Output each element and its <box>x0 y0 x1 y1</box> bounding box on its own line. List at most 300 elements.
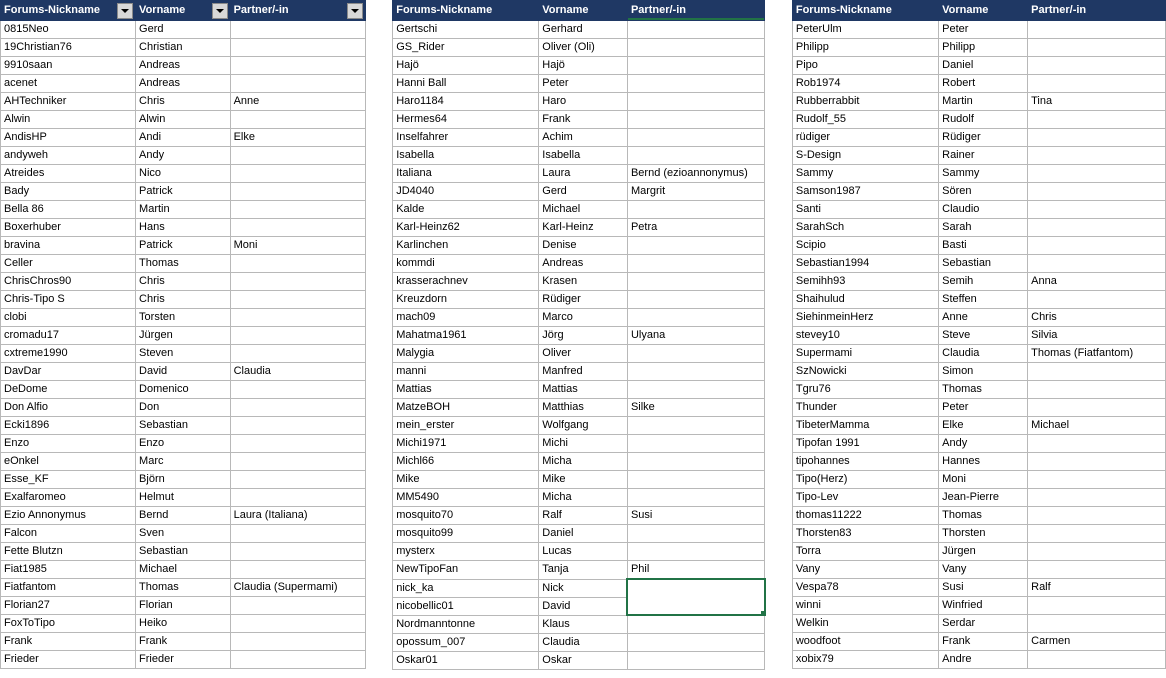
table-row[interactable] <box>1 201 366 219</box>
table-row[interactable] <box>1 435 366 453</box>
table-cell[interactable] <box>1028 381 1166 399</box>
table-cell[interactable] <box>1028 471 1166 489</box>
table-cell[interactable]: Simon <box>939 363 1028 381</box>
table-row[interactable] <box>1 111 366 129</box>
table-cell[interactable]: Robert <box>939 75 1028 93</box>
table-cell[interactable] <box>1028 507 1166 525</box>
table-cell[interactable]: Torsten <box>136 309 231 327</box>
table-cell[interactable]: Ralf <box>1028 579 1166 597</box>
table-cell[interactable]: rüdiger <box>792 129 938 147</box>
table-cell[interactable]: Claudia <box>539 633 628 651</box>
table-row[interactable] <box>393 615 765 633</box>
table-cell[interactable] <box>1028 75 1166 93</box>
table-cell[interactable] <box>1028 129 1166 147</box>
table-cell[interactable]: Boxerhuber <box>1 219 136 237</box>
table-row[interactable] <box>393 75 765 93</box>
table-cell[interactable]: Patrick <box>136 183 231 201</box>
table-row[interactable] <box>1 219 366 237</box>
table-cell[interactable]: Chris-Tipo S <box>1 291 136 309</box>
table-cell[interactable]: Jürgen <box>136 327 231 345</box>
table-row[interactable] <box>792 165 1165 183</box>
table-cell[interactable]: Manfred <box>539 363 628 381</box>
table-cell[interactable]: Oskar <box>539 651 628 669</box>
table-cell[interactable] <box>1028 489 1166 507</box>
table-cell[interactable]: Rüdiger <box>539 291 628 309</box>
table-cell[interactable]: PeterUlm <box>792 21 938 39</box>
table-row[interactable] <box>393 165 765 183</box>
table-row[interactable] <box>1 651 366 669</box>
table-cell[interactable] <box>230 201 366 219</box>
table-cell[interactable] <box>1028 543 1166 561</box>
table-cell[interactable]: Tina <box>1028 93 1166 111</box>
table-cell[interactable] <box>230 327 366 345</box>
table-cell[interactable]: Klaus <box>539 615 628 633</box>
table-cell[interactable]: Peter <box>939 399 1028 417</box>
table-row[interactable] <box>1 183 366 201</box>
table-cell[interactable]: GS_Rider <box>393 39 539 57</box>
table-cell[interactable]: Bernd (ezioannonymus) <box>627 165 764 183</box>
table-cell[interactable]: Semihh93 <box>792 273 938 291</box>
column-header-vorname[interactable] <box>136 1 231 21</box>
table-cell[interactable]: Nico <box>136 165 231 183</box>
table-row[interactable] <box>393 543 765 561</box>
table-row[interactable] <box>1 615 366 633</box>
table-cell[interactable]: Achim <box>539 129 628 147</box>
table-cell[interactable]: Sebastian <box>136 543 231 561</box>
column-header-partner[interactable] <box>1028 1 1166 21</box>
table-row[interactable] <box>393 39 765 57</box>
table-row[interactable] <box>393 435 765 453</box>
table-cell[interactable] <box>1028 201 1166 219</box>
table-cell[interactable]: Hajö <box>539 57 628 75</box>
table-cell[interactable]: Ezio Annonymus <box>1 507 136 525</box>
table-cell[interactable]: Thomas <box>939 381 1028 399</box>
table-cell[interactable] <box>230 489 366 507</box>
table-cell[interactable]: Steven <box>136 345 231 363</box>
table-cell[interactable]: mosquito70 <box>393 507 539 525</box>
table-cell[interactable]: Basti <box>939 237 1028 255</box>
table-cell[interactable]: Enzo <box>136 435 231 453</box>
table-cell[interactable]: Daniel <box>539 525 628 543</box>
table-cell[interactable] <box>627 651 764 669</box>
table-cell[interactable]: bravina <box>1 237 136 255</box>
table-cell[interactable] <box>230 399 366 417</box>
table-cell[interactable] <box>627 471 764 489</box>
table-cell[interactable]: nicobellic01 <box>393 597 539 615</box>
table-cell[interactable]: Michael <box>136 561 231 579</box>
table-cell[interactable]: Anne <box>939 309 1028 327</box>
table-row[interactable] <box>393 309 765 327</box>
table-cell[interactable]: Tipofan 1991 <box>792 435 938 453</box>
table-cell[interactable]: Alwin <box>136 111 231 129</box>
table-cell[interactable]: Andreas <box>539 255 628 273</box>
table-cell[interactable]: Hannes <box>939 453 1028 471</box>
table-cell[interactable] <box>230 651 366 669</box>
table-cell[interactable]: Hanni Ball <box>393 75 539 93</box>
table-row[interactable] <box>792 597 1165 615</box>
table-row[interactable] <box>1 39 366 57</box>
table-cell[interactable] <box>627 345 764 363</box>
table-cell[interactable] <box>627 579 764 597</box>
table-cell[interactable] <box>627 435 764 453</box>
table-row[interactable] <box>792 255 1165 273</box>
table-cell[interactable]: Gerd <box>539 183 628 201</box>
table-cell[interactable] <box>1028 219 1166 237</box>
table-cell[interactable]: Don Alfio <box>1 399 136 417</box>
table-row[interactable] <box>792 615 1165 633</box>
table-row[interactable] <box>393 597 765 615</box>
table-cell[interactable] <box>230 147 366 165</box>
table-cell[interactable]: andyweh <box>1 147 136 165</box>
table-cell[interactable] <box>627 147 764 165</box>
table-cell[interactable]: SarahSch <box>792 219 938 237</box>
table-cell[interactable] <box>1028 597 1166 615</box>
table-row[interactable] <box>1 165 366 183</box>
table-cell[interactable]: nick_ka <box>393 579 539 597</box>
table-cell[interactable]: Andi <box>136 129 231 147</box>
table-cell[interactable]: Elke <box>230 129 366 147</box>
table-cell[interactable]: Ulyana <box>627 327 764 345</box>
table-row[interactable] <box>792 327 1165 345</box>
table-cell[interactable] <box>627 93 764 111</box>
table-cell[interactable]: Krasen <box>539 273 628 291</box>
table-row[interactable] <box>792 129 1165 147</box>
table-cell[interactable] <box>1028 651 1166 669</box>
table-cell[interactable] <box>230 291 366 309</box>
table-row[interactable] <box>1 255 366 273</box>
table-row[interactable] <box>1 309 366 327</box>
table-cell[interactable]: acenet <box>1 75 136 93</box>
table-row[interactable] <box>393 327 765 345</box>
table-cell[interactable]: Elke <box>939 417 1028 435</box>
table-cell[interactable] <box>627 633 764 651</box>
table-row[interactable] <box>792 93 1165 111</box>
table-cell[interactable]: 19Christian76 <box>1 39 136 57</box>
table-cell[interactable]: Claudia <box>230 363 366 381</box>
table-row[interactable] <box>393 291 765 309</box>
table-cell[interactable]: Sammy <box>939 165 1028 183</box>
table-cell[interactable]: Ralf <box>539 507 628 525</box>
table-cell[interactable]: Rubberrabbit <box>792 93 938 111</box>
table-row[interactable] <box>792 543 1165 561</box>
table-row[interactable] <box>393 273 765 291</box>
table-cell[interactable]: Patrick <box>136 237 231 255</box>
table-cell[interactable]: Susi <box>627 507 764 525</box>
table-cell[interactable]: Frank <box>939 633 1028 651</box>
table-row[interactable] <box>1 399 366 417</box>
table-cell[interactable]: Andre <box>939 651 1028 669</box>
table-cell[interactable] <box>627 75 764 93</box>
table-row[interactable] <box>792 363 1165 381</box>
table-row[interactable] <box>1 57 366 75</box>
table-cell[interactable]: Phil <box>627 561 764 580</box>
table-row[interactable] <box>792 75 1165 93</box>
table-cell[interactable] <box>627 237 764 255</box>
table-cell[interactable]: Carmen <box>1028 633 1166 651</box>
table-cell[interactable]: Samson1987 <box>792 183 938 201</box>
table-cell[interactable]: Denise <box>539 237 628 255</box>
table-cell[interactable] <box>1028 21 1166 39</box>
table-row[interactable] <box>393 129 765 147</box>
table-cell[interactable]: thomas11222 <box>792 507 938 525</box>
table-cell[interactable]: Petra <box>627 219 764 237</box>
table-cell[interactable]: clobi <box>1 309 136 327</box>
table-cell[interactable]: Claudia <box>939 345 1028 363</box>
table-cell[interactable] <box>1028 615 1166 633</box>
table-row[interactable] <box>792 399 1165 417</box>
table-row[interactable] <box>792 219 1165 237</box>
table-row[interactable] <box>1 561 366 579</box>
table-cell[interactable]: SzNowicki <box>792 363 938 381</box>
table-row[interactable] <box>1 93 366 111</box>
table-cell[interactable]: Falcon <box>1 525 136 543</box>
table-cell[interactable]: SiehinmeinHerz <box>792 309 938 327</box>
table-row[interactable] <box>393 525 765 543</box>
table-row[interactable] <box>393 579 765 597</box>
table-row[interactable] <box>393 471 765 489</box>
table-cell[interactable]: Chris <box>136 291 231 309</box>
table-cell[interactable]: Martin <box>939 93 1028 111</box>
table-cell[interactable]: Serdar <box>939 615 1028 633</box>
table-cell[interactable]: DavDar <box>1 363 136 381</box>
table-row[interactable] <box>1 147 366 165</box>
table-cell[interactable]: Oliver (Oli) <box>539 39 628 57</box>
column-header-forums-nickname[interactable] <box>792 1 938 21</box>
table-row[interactable] <box>393 633 765 651</box>
table-row[interactable] <box>1 525 366 543</box>
table-cell[interactable]: Isabella <box>393 147 539 165</box>
table-row[interactable] <box>1 489 366 507</box>
table-cell[interactable]: MatzeBOH <box>393 399 539 417</box>
table-cell[interactable] <box>627 273 764 291</box>
table-cell[interactable] <box>627 417 764 435</box>
table-cell[interactable]: Micha <box>539 453 628 471</box>
column-header-partner[interactable] <box>230 1 366 21</box>
table-cell[interactable]: Silvia <box>1028 327 1166 345</box>
table-cell[interactable] <box>627 489 764 507</box>
table-cell[interactable]: Sören <box>939 183 1028 201</box>
table-cell[interactable]: Michi <box>539 435 628 453</box>
table-cell[interactable]: Anne <box>230 93 366 111</box>
table-cell[interactable] <box>627 21 764 39</box>
table-cell[interactable]: Susi <box>939 579 1028 597</box>
table-cell[interactable]: mein_erster <box>393 417 539 435</box>
table-cell[interactable]: Gertschi <box>393 21 539 39</box>
table-cell[interactable]: Bernd <box>136 507 231 525</box>
table-row[interactable] <box>393 381 765 399</box>
table-row[interactable] <box>792 507 1165 525</box>
table-cell[interactable]: Thorsten83 <box>792 525 938 543</box>
table-cell[interactable]: Frank <box>136 633 231 651</box>
table-row[interactable] <box>1 471 366 489</box>
table-cell[interactable]: Thorsten <box>939 525 1028 543</box>
table-cell[interactable]: Michi1971 <box>393 435 539 453</box>
table-cell[interactable] <box>230 39 366 57</box>
table-row[interactable] <box>792 633 1165 651</box>
table-cell[interactable] <box>230 543 366 561</box>
table-cell[interactable]: Claudia (Supermami) <box>230 579 366 597</box>
table-row[interactable] <box>792 417 1165 435</box>
table-cell[interactable]: Sammy <box>792 165 938 183</box>
table-cell[interactable]: Winfried <box>939 597 1028 615</box>
table-row[interactable] <box>1 273 366 291</box>
table-row[interactable] <box>792 435 1165 453</box>
table-cell[interactable]: Lucas <box>539 543 628 561</box>
table-cell[interactable] <box>627 39 764 57</box>
table-cell[interactable]: Sebastian <box>939 255 1028 273</box>
table-cell[interactable] <box>230 309 366 327</box>
table-cell[interactable]: Semih <box>939 273 1028 291</box>
table-row[interactable] <box>393 417 765 435</box>
table-cell[interactable]: Chris <box>1028 309 1166 327</box>
table-row[interactable] <box>792 345 1165 363</box>
table-cell[interactable] <box>627 57 764 75</box>
table-cell[interactable]: Vany <box>939 561 1028 579</box>
table-row[interactable] <box>393 147 765 165</box>
table-cell[interactable]: Michl66 <box>393 453 539 471</box>
column-header-partner[interactable] <box>627 1 764 21</box>
table-row[interactable] <box>393 219 765 237</box>
table-cell[interactable]: Rudolf_55 <box>792 111 938 129</box>
table-cell[interactable]: Anna <box>1028 273 1166 291</box>
table-row[interactable] <box>1 21 366 39</box>
table-cell[interactable]: Torra <box>792 543 938 561</box>
table-cell[interactable]: S-Design <box>792 147 938 165</box>
table-row[interactable] <box>393 111 765 129</box>
table-cell[interactable]: Tipo-Lev <box>792 489 938 507</box>
table-row[interactable] <box>792 39 1165 57</box>
table-cell[interactable]: Rüdiger <box>939 129 1028 147</box>
table-cell[interactable]: Peter <box>539 75 628 93</box>
table-cell[interactable] <box>1028 255 1166 273</box>
table-cell[interactable]: Tgru76 <box>792 381 938 399</box>
table-cell[interactable]: Hajö <box>393 57 539 75</box>
table-cell[interactable]: manni <box>393 363 539 381</box>
table-cell[interactable]: Santi <box>792 201 938 219</box>
table-cell[interactable] <box>230 525 366 543</box>
table-cell[interactable]: Heiko <box>136 615 231 633</box>
table-cell[interactable] <box>230 633 366 651</box>
table-row[interactable] <box>1 633 366 651</box>
table-cell[interactable]: Micha <box>539 489 628 507</box>
table-cell[interactable]: Shaihulud <box>792 291 938 309</box>
table-cell[interactable]: Bady <box>1 183 136 201</box>
table-cell[interactable]: mach09 <box>393 309 539 327</box>
table-row[interactable] <box>792 579 1165 597</box>
table-cell[interactable] <box>627 129 764 147</box>
table-cell[interactable]: Sebastian <box>136 417 231 435</box>
table-cell[interactable]: 9910saan <box>1 57 136 75</box>
table-row[interactable] <box>792 237 1165 255</box>
column-header-vorname[interactable] <box>939 1 1028 21</box>
filter-dropdown-icon[interactable] <box>117 3 133 19</box>
table-cell[interactable]: krasserachnev <box>393 273 539 291</box>
table-row[interactable] <box>1 345 366 363</box>
table-row[interactable] <box>1 291 366 309</box>
table-cell[interactable]: Italiana <box>393 165 539 183</box>
table-cell[interactable]: eOnkel <box>1 453 136 471</box>
table-cell[interactable] <box>1028 57 1166 75</box>
table-cell[interactable]: MM5490 <box>393 489 539 507</box>
table-cell[interactable] <box>230 597 366 615</box>
table-cell[interactable] <box>230 615 366 633</box>
table-cell[interactable]: Esse_KF <box>1 471 136 489</box>
table-cell[interactable]: Sebastian1994 <box>792 255 938 273</box>
table-cell[interactable]: Pipo <box>792 57 938 75</box>
table-cell[interactable]: AndisHP <box>1 129 136 147</box>
table-cell[interactable]: Celler <box>1 255 136 273</box>
table-row[interactable] <box>393 363 765 381</box>
table-cell[interactable]: Fiatfantom <box>1 579 136 597</box>
table-cell[interactable] <box>230 273 366 291</box>
table-row[interactable] <box>1 327 366 345</box>
table-cell[interactable]: Michael <box>539 201 628 219</box>
table-cell[interactable]: Frieder <box>136 651 231 669</box>
table-cell[interactable]: Karl-Heinz <box>539 219 628 237</box>
table-cell[interactable]: Peter <box>939 21 1028 39</box>
table-row[interactable] <box>792 471 1165 489</box>
table-row[interactable] <box>792 651 1165 669</box>
table-cell[interactable]: cxtreme1990 <box>1 345 136 363</box>
table-row[interactable] <box>393 183 765 201</box>
table-cell[interactable]: Supermami <box>792 345 938 363</box>
table-cell[interactable]: Andreas <box>136 57 231 75</box>
table-row[interactable] <box>1 579 366 597</box>
table-cell[interactable]: Alwin <box>1 111 136 129</box>
table-row[interactable] <box>393 93 765 111</box>
table-row[interactable] <box>393 21 765 39</box>
table-cell[interactable]: stevey10 <box>792 327 938 345</box>
table-cell[interactable] <box>230 21 366 39</box>
table-cell[interactable] <box>230 255 366 273</box>
table-cell[interactable]: Oliver <box>539 345 628 363</box>
table-cell[interactable]: David <box>136 363 231 381</box>
table-cell[interactable]: Fette Blutzn <box>1 543 136 561</box>
table-row[interactable] <box>393 345 765 363</box>
table-cell[interactable]: Andy <box>136 147 231 165</box>
table-cell[interactable]: Marco <box>539 309 628 327</box>
table-cell[interactable] <box>230 417 366 435</box>
table-cell[interactable] <box>627 543 764 561</box>
table-row[interactable] <box>393 237 765 255</box>
table-cell[interactable]: Haro <box>539 93 628 111</box>
table-cell[interactable] <box>627 615 764 633</box>
table-cell[interactable] <box>230 435 366 453</box>
table-row[interactable] <box>1 381 366 399</box>
table-cell[interactable] <box>230 183 366 201</box>
table-cell[interactable] <box>1028 165 1166 183</box>
table-cell[interactable]: Marc <box>136 453 231 471</box>
table-cell[interactable]: Exalfaromeo <box>1 489 136 507</box>
table-cell[interactable] <box>1028 363 1166 381</box>
table-cell[interactable]: Moni <box>939 471 1028 489</box>
table-cell[interactable]: Rainer <box>939 147 1028 165</box>
table-cell[interactable]: Steve <box>939 327 1028 345</box>
table-cell[interactable]: Christian <box>136 39 231 57</box>
table-cell[interactable]: winni <box>792 597 938 615</box>
table-cell[interactable]: Moni <box>230 237 366 255</box>
table-row[interactable] <box>1 237 366 255</box>
table-row[interactable] <box>1 75 366 93</box>
table-cell[interactable]: Nick <box>539 579 628 597</box>
table-cell[interactable]: Michael <box>1028 417 1166 435</box>
table-cell[interactable]: Domenico <box>136 381 231 399</box>
table-cell[interactable]: Scipio <box>792 237 938 255</box>
table-cell[interactable] <box>627 381 764 399</box>
table-row[interactable] <box>1 507 366 525</box>
table-cell[interactable] <box>230 75 366 93</box>
table-cell[interactable]: Gerd <box>136 21 231 39</box>
